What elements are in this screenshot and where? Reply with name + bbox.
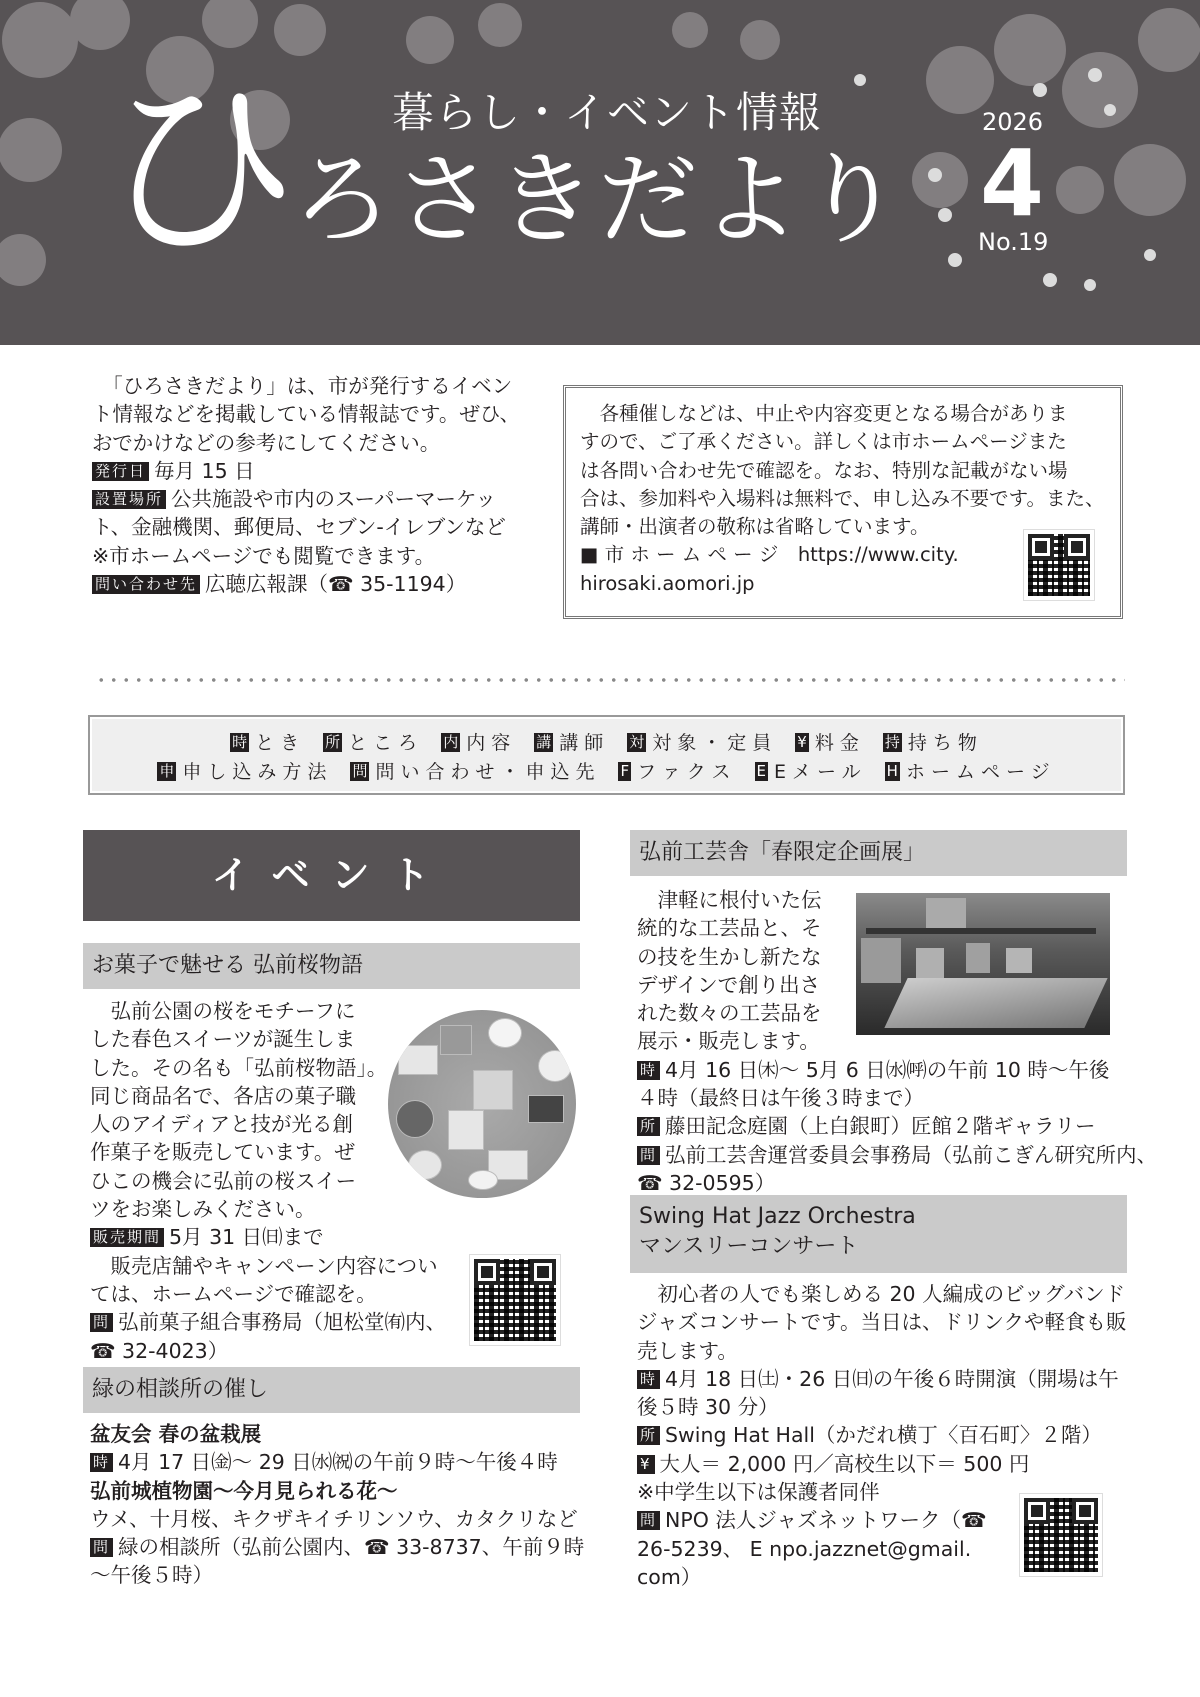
legend-row-2 — [90, 760, 1123, 784]
line-text: 毎月 15 日 — [154, 458, 255, 483]
title-rest: ろさきだより — [292, 141, 904, 258]
issue-number: No.19 — [978, 228, 1049, 256]
label-tag: 時 — [637, 1061, 660, 1080]
text-line: は各問い合わせ先で確認を。なお、特別な記載がない場 — [580, 458, 1068, 482]
text-line — [637, 1056, 1157, 1084]
text-line: ては、ホームページで確認を。 — [90, 1281, 377, 1306]
legend-label: ホームページ — [905, 761, 1056, 783]
text-line: 同じ商品名で、各店の菓子職 — [90, 1083, 357, 1108]
text-line: ～午後５時） — [90, 1563, 213, 1588]
legend-key-icon: F — [620, 762, 630, 780]
symbol-legend — [88, 715, 1125, 795]
text-line: の技を生かし新たな — [637, 944, 822, 969]
text-line: ☎ 32-0595） — [637, 1170, 776, 1195]
legend-item — [755, 761, 867, 783]
text-line: 後５時 30 分） — [637, 1395, 779, 1420]
jazz-heading-line-2: マンスリーコンサート — [639, 1234, 859, 1259]
line-text: 公共施設や市内のスーパーマーケッ — [171, 487, 496, 512]
craft-heading: 弘前工芸舎「春限定企画展」 — [630, 830, 1127, 876]
text-line: ■ 市 ホ ー ム ペ ー ジ https://www.city. — [580, 543, 959, 567]
legend-label: 対象・定員 — [652, 732, 778, 754]
legend-key-icon: H — [886, 762, 898, 780]
text-line: 弘前城植物園～今月見られる花～ — [90, 1478, 398, 1503]
text-line — [90, 1308, 446, 1336]
text-line — [90, 1448, 584, 1476]
legend-label: ところ — [348, 732, 424, 754]
text-line: すので、ご了承ください。詳しくは市ホームページまた — [580, 430, 1067, 454]
intro-text — [92, 372, 520, 598]
text-line — [637, 1141, 1157, 1169]
notice-box — [563, 385, 1123, 619]
legend-key-icon: ¥ — [797, 733, 807, 751]
text-line: ジャズコンサートです。当日は、ドリンクや軽食も販 — [637, 1310, 1127, 1335]
legend-item — [323, 732, 423, 754]
homepage-qr-code[interactable] — [1024, 530, 1094, 600]
text-line: 各種催しなどは、中止や内容変更となる場合がありま — [580, 402, 1068, 425]
sweets-qr-code[interactable] — [470, 1255, 560, 1345]
legend-item — [618, 761, 736, 783]
line-text: Swing Hat Hall（かだれ横丁〈百石町〉２階） — [665, 1423, 1102, 1448]
issue-month: 4 — [980, 130, 1045, 237]
label-tag: 時 — [90, 1453, 113, 1472]
text-line: 講師・出演者の敬称は省略しています。 — [580, 515, 930, 539]
legend-row-1 — [90, 731, 1123, 755]
text-line — [92, 457, 520, 485]
craft-exhibition-photo — [856, 893, 1110, 1035]
text-line: デザインで創り出さ — [637, 972, 821, 997]
label-tag: 問 — [90, 1313, 113, 1332]
text-line — [92, 570, 520, 598]
text-line: ウメ、十月桜、キクザキイチリンソウ、カタクリなど — [90, 1506, 578, 1531]
legend-item — [885, 761, 1056, 783]
issue-year: 2026 — [982, 108, 1044, 136]
masthead — [0, 0, 1200, 345]
text-line: ト、金融機関、郵便局、セブン-イレブンなど — [92, 515, 506, 540]
text-line: ツをお楽しみください。 — [90, 1197, 316, 1222]
label-tag: 問 — [90, 1538, 113, 1557]
label-tag: 所 — [637, 1117, 660, 1136]
legend-key-icon: 時 — [232, 733, 248, 751]
jazz-heading-line-1: Swing Hat Jazz Orchestra — [639, 1204, 916, 1229]
text-line — [637, 1450, 1127, 1478]
text-line: 人のアイディアと技が光る創 — [90, 1112, 354, 1137]
legend-label: Eメール — [774, 761, 867, 783]
text-line: 統的な工芸品と、そ — [637, 916, 822, 941]
legend-label: 講師 — [559, 732, 610, 754]
sweets-photo — [388, 1010, 576, 1198]
legend-key-icon: E — [756, 762, 767, 780]
legend-key-icon: 内 — [443, 733, 459, 751]
legend-item — [157, 761, 332, 783]
text-line: com） — [637, 1564, 702, 1589]
line-text: NPO 法人ジャズネットワーク（☎ — [665, 1508, 987, 1533]
legend-key-icon: 所 — [325, 733, 341, 751]
line-text: 4月 18 日㈯・26 日㈰の午後６時開演（開場は午 — [665, 1366, 1119, 1391]
dotted-divider — [95, 678, 1125, 682]
legend-label: 申し込み方法 — [182, 761, 333, 783]
legend-label: 内容 — [466, 732, 517, 754]
legend-key-icon: 対 — [629, 733, 645, 751]
line-text: 藤田記念庭園（上白銀町）匠館２階ギャラリー — [665, 1114, 1096, 1139]
legend-label: 持ち物 — [907, 732, 983, 754]
legend-item — [795, 732, 865, 754]
line-text: 弘前工芸舎運営委員会事務局（弘前こぎん研究所内、 — [665, 1142, 1158, 1167]
text-line: 「ひろさきだより」は、市が発行するイベン — [92, 374, 513, 398]
text-line: ４時（最終日は午後３時まで） — [637, 1086, 924, 1111]
text-line: 展示・販売します。 — [637, 1029, 820, 1054]
legend-key-icon: 申 — [159, 762, 175, 780]
legend-item — [441, 732, 516, 754]
jazz-qr-code[interactable] — [1020, 1494, 1102, 1576]
jazz-heading — [630, 1195, 1127, 1273]
text-line: した春色スイーツが誕生しま — [90, 1027, 356, 1052]
text-line: 合は、参加料や入場料は無料で、申し込み不要です。また、 — [580, 486, 1105, 510]
line-text: 5月 31 日㈰まで — [169, 1225, 324, 1250]
line-text: 大人＝ 2,000 円／高校生以下＝ 500 円 — [659, 1451, 1030, 1476]
green-center-heading: 緑の相談所の催し — [83, 1367, 580, 1413]
legend-label: 問い合わせ・申込先 — [375, 761, 601, 783]
text-line: ※中学生以下は保護者同伴 — [637, 1480, 880, 1505]
text-line: ※市ホームページでも閲覧できます。 — [92, 543, 436, 568]
text-line: ☎ 32-4023） — [90, 1338, 229, 1363]
line-text: 4月 17 日㈮～ 29 日㈬㈷の午前９時～午後４時 — [118, 1450, 558, 1475]
sweets-heading: お菓子で魅せる 弘前桜物語 — [83, 943, 580, 989]
label-tag: 問い合わせ先 — [92, 575, 200, 594]
text-line: 販売店舗やキャンペーン内容につい — [90, 1253, 438, 1278]
label-tag: 所 — [637, 1426, 660, 1445]
legend-item — [627, 732, 777, 754]
legend-item — [534, 732, 609, 754]
text-line: 初心者の人でも楽しめる 20 人編成のビッグバンド — [637, 1282, 1126, 1306]
legend-item — [350, 761, 600, 783]
text-line — [92, 485, 520, 513]
label-tag: 発行日 — [92, 462, 149, 481]
text-line — [90, 1223, 446, 1251]
line-text: 緑の相談所（弘前公園内、☎ 33-8737、午前９時 — [118, 1535, 585, 1560]
green-center-text — [90, 1420, 584, 1590]
text-line: 作菓子を販売しています。ぜ — [90, 1140, 355, 1165]
legend-key-icon: 持 — [884, 733, 900, 751]
line-text: 4月 16 日㈭～ 5月 6 日㈬㈺の午前 10 時～午後 — [665, 1057, 1110, 1082]
line-text: 弘前菓子組合事務局（旭松堂㈲内、 — [118, 1310, 447, 1335]
line-text: 広聴広報課（☎ 35-1194） — [205, 572, 467, 597]
text-line: 津軽に根付いた伝 — [637, 888, 822, 912]
text-line: おでかけなどの参考にしてください。 — [92, 430, 441, 455]
label-tag: 時 — [637, 1370, 660, 1389]
text-line: れた数々の工芸品を — [637, 1001, 822, 1026]
text-line: ひこの機会に弘前の桜スイー — [90, 1168, 357, 1193]
label-tag: 問 — [637, 1511, 660, 1530]
legend-key-icon: 問 — [352, 762, 368, 780]
text-line — [637, 1365, 1127, 1393]
text-line — [637, 1421, 1127, 1449]
label-tag: 販売期間 — [90, 1228, 164, 1247]
label-tag: 問 — [637, 1146, 660, 1165]
legend-item — [230, 732, 305, 754]
legend-item — [883, 732, 983, 754]
header-subtitle: 暮らし・イベント情報 — [392, 88, 823, 137]
text-line: した。その名も「弘前桜物語」。 — [90, 1055, 388, 1080]
label-tag: ¥ — [637, 1455, 655, 1474]
text-line: hirosaki.aomori.jp — [580, 571, 755, 595]
legend-label: ファクス — [637, 761, 737, 783]
label-tag: 設置場所 — [92, 490, 166, 509]
text-line: 弘前公園の桜をモチーフに — [90, 999, 356, 1023]
text-line — [637, 1112, 1157, 1140]
legend-label: とき — [255, 732, 306, 754]
legend-key-icon: 講 — [536, 733, 552, 751]
sweets-text — [90, 997, 446, 1365]
text-line — [90, 1533, 584, 1561]
event-section-banner: イベント — [83, 830, 580, 921]
text-line: 売します。 — [637, 1338, 738, 1363]
title-first-char: ひ — [100, 53, 301, 286]
text-line: 盆友会 春の盆栽展 — [90, 1422, 262, 1446]
legend-label: 料金 — [814, 732, 865, 754]
text-line: 26-5239、 E npo.jazznet@gmail. — [637, 1536, 972, 1561]
text-line: ト情報などを掲載している情報誌です。ぜひ、 — [92, 402, 521, 427]
